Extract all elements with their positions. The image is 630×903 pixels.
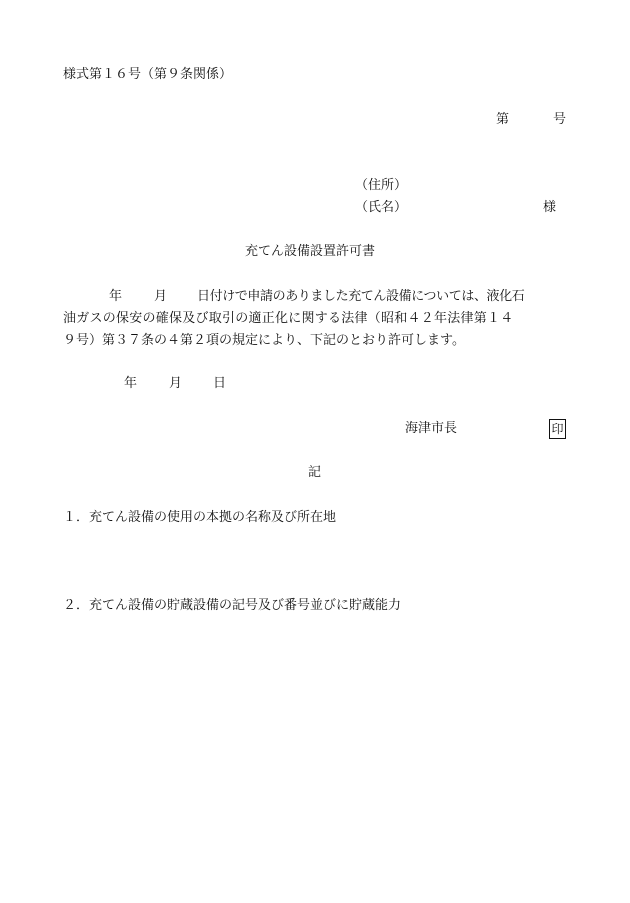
document-number-dai: 第 (496, 112, 510, 127)
name-label: （氏名） (355, 200, 408, 215)
date-tsuki: 月 (169, 376, 183, 391)
body-line-3: ９号）第３７条の４第２項の規定により、下記のとおり許可します。 (63, 333, 465, 348)
ki-heading: 記 (308, 465, 322, 480)
body-tsuki: 月 (154, 289, 168, 304)
body-line-1: 日付けで申請のありました充てん設備については、液化石 (197, 289, 525, 304)
issuer-name: 海津市長 (405, 421, 458, 436)
document-number-gou: 号 (553, 112, 567, 127)
honorific-sama: 様 (543, 200, 557, 215)
list-item: ２．充てん設備の貯蔵設備の記号及び番号並びに貯蔵能力 (63, 598, 402, 613)
document-title: 充てん設備設置許可書 (245, 244, 376, 259)
body-nen: 年 (109, 289, 123, 304)
list-item: １．充てん設備の使用の本拠の名称及び所在地 (63, 510, 337, 525)
body-line-2: 油ガスの保安の確保及び取引の適正化に関する法律（昭和４２年法律第１４ (63, 311, 514, 326)
form-number: 様式第１６号（第９条関係） (63, 67, 233, 82)
seal-mark: 印 (549, 419, 566, 439)
date-nen: 年 (124, 376, 138, 391)
address-label: （住所） (355, 178, 408, 193)
date-hi: 日 (213, 376, 227, 391)
